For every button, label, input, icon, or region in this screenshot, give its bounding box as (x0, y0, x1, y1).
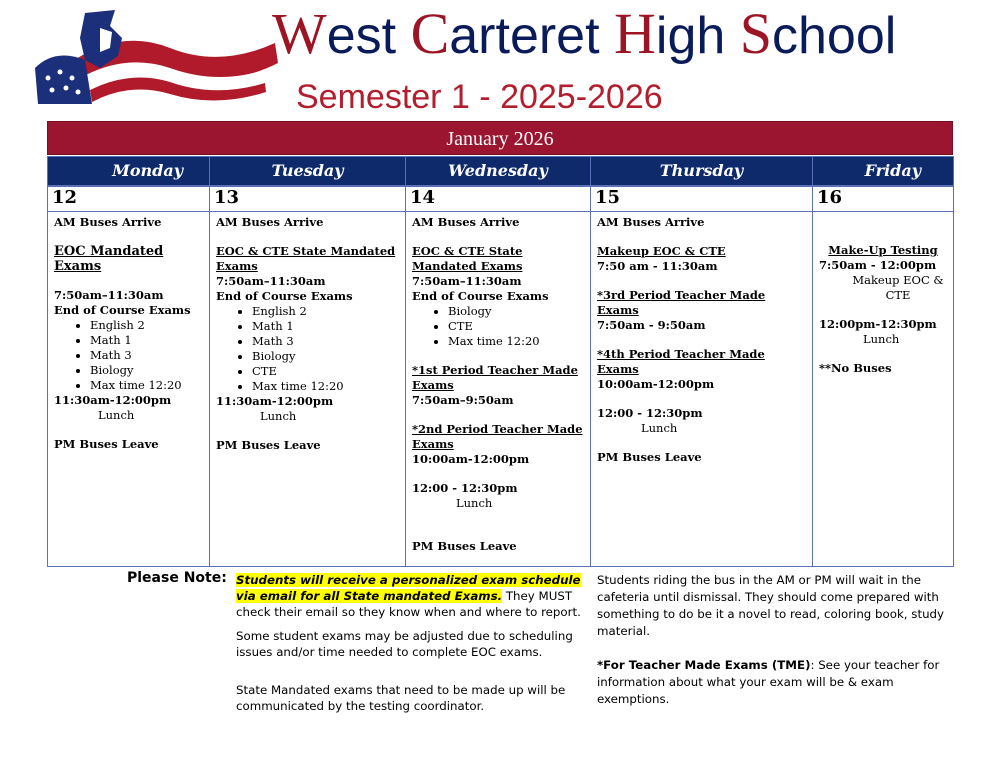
schedule-line: End of Course Exams (412, 289, 549, 303)
session-heading: EOC Mandated Exams (54, 244, 164, 274)
title-capital: H (614, 1, 656, 66)
exam-list-item: • Math 3 (252, 334, 399, 349)
schedule-line: 7:50am–9:50am (412, 393, 514, 407)
exam-list-item: • Biology (90, 363, 203, 378)
exam-list-item: • English 2 (252, 304, 399, 319)
day-number: 15 (591, 185, 812, 212)
title-capital: W (272, 1, 327, 66)
schedule-line: PM Buses Leave (216, 438, 321, 452)
exam-list-item: • CTE (448, 319, 584, 334)
note-tme-rest: : See your teacher for information about what your exam will be & exam exemptions. (597, 658, 940, 706)
spacer (597, 333, 806, 347)
spacer (54, 274, 203, 288)
please-note-label: Please Note: (127, 570, 227, 586)
title-rest: chool (772, 7, 897, 65)
note-email-rest: They MUST check their email so they know when and where to report. (236, 589, 581, 619)
spacer (412, 408, 584, 422)
schedule-line: 12:00 - 12:30pm (412, 481, 518, 495)
exam-list-item: • CTE (252, 364, 399, 379)
schedule-line: AM Buses Arrive (597, 215, 705, 229)
title-rest: est (326, 7, 411, 65)
schedule-line: 11:30am-12:00pm (216, 394, 334, 408)
schedule-line: AM Buses Arrive (216, 215, 324, 229)
exam-list-item: • Math 1 (252, 319, 399, 334)
schedule-line: 7:50am - 9:50am (597, 318, 706, 332)
exam-list-item: • Math 1 (90, 333, 203, 348)
month-title: January 2026 (47, 121, 953, 155)
session-heading: EOC & CTE State Mandated Exams (216, 244, 396, 273)
day-column-thursday (590, 156, 813, 567)
spacer (54, 423, 203, 437)
exam-list (216, 304, 399, 394)
note-highlight: Students will receive a personalized exam schedule via email for all State mandated Exams. (236, 573, 581, 603)
day-column-wednesday (405, 156, 591, 567)
schedule-line: Lunch (641, 421, 678, 435)
day-number: 12 (48, 185, 209, 212)
schedule-line: 10:00am-12:00pm (412, 452, 530, 466)
schedule-line: Lunch (456, 496, 493, 510)
schedule-line: End of Course Exams (216, 289, 353, 303)
schedule-line: Lunch (260, 409, 297, 423)
schedule-line: 7:50am–11:30am (216, 274, 326, 288)
day-header: Friday (813, 157, 953, 187)
day-column-tuesday (209, 156, 406, 567)
day-header: Monday (48, 157, 209, 187)
schedule-line: **No Buses (819, 361, 892, 375)
schedule-line: 10:00am-12:00pm (597, 377, 715, 391)
session-heading: *2nd Period Teacher Made Exams (412, 422, 583, 451)
note-makeup: State Mandated exams that need to be made up will be communicated by the testing coordinator. (236, 683, 566, 713)
exam-list-item: • English 2 (90, 318, 203, 333)
day-column-monday (47, 156, 210, 567)
schedule-line: Lunch (98, 408, 135, 422)
schedule-line: End of Course Exams (54, 303, 191, 317)
title-capital: C (410, 1, 450, 66)
schedule-line: AM Buses Arrive (54, 215, 162, 229)
day-number: 14 (406, 185, 590, 212)
session-heading: *1st Period Teacher Made Exams (412, 363, 578, 392)
note-email-schedule (236, 572, 581, 620)
school-title (272, 0, 896, 67)
note-adjusted: Some student exams may be adjusted due to scheduling issues and/or time needed to complete EOC exams. (236, 629, 573, 659)
spacer (597, 274, 806, 288)
spacer (597, 436, 806, 450)
schedule-line: 7:50am–11:30am (54, 288, 164, 302)
schedule-line: 7:50 am - 11:30am (597, 259, 718, 273)
school-logo (30, 8, 280, 108)
session-heading: *3rd Period Teacher Made Exams (597, 288, 766, 317)
note-bus-riders: Students riding the bus in the AM or PM will wait in the cafeteria until dismissal. They should come prepared with something to do be it a novel to read, coloring book, study material. (597, 573, 945, 638)
exam-list-item: • Biology (252, 349, 399, 364)
spacer (412, 349, 584, 363)
session-heading: EOC & CTE State Mandated Exams (412, 244, 523, 273)
spacer (819, 215, 947, 229)
schedule-line: 11:30am-12:00pm (54, 393, 172, 407)
schedule-line: 7:50am - 12:00pm (819, 258, 937, 272)
schedule-line: AM Buses Arrive (412, 215, 520, 229)
spacer (412, 230, 584, 244)
day-cell (406, 212, 590, 566)
spacer (54, 230, 203, 244)
schedule-line: 12:00 - 12:30pm (597, 406, 703, 420)
schedule-line: PM Buses Leave (54, 437, 159, 451)
title-capital: S (739, 1, 772, 66)
spacer (412, 511, 584, 525)
spacer (819, 347, 947, 361)
day-number: 16 (813, 185, 953, 212)
day-cell (813, 212, 953, 566)
spacer (819, 303, 947, 317)
day-cell (210, 212, 405, 566)
spacer (216, 424, 399, 438)
title-rest: igh (655, 7, 740, 65)
spacer (412, 467, 584, 481)
note-tme (597, 657, 957, 708)
session-heading: *4th Period Teacher Made Exams (597, 347, 765, 376)
exam-list (412, 304, 584, 349)
exam-list-item: • Math 3 (90, 348, 203, 363)
spacer (597, 230, 806, 244)
day-number: 13 (210, 185, 405, 212)
notes-left (236, 572, 581, 714)
note-tme-label: *For Teacher Made Exams (TME) (597, 658, 811, 672)
spacer (819, 229, 947, 243)
notes-right (597, 572, 957, 708)
session-heading: Makeup EOC & CTE (597, 244, 726, 258)
spacer (412, 525, 584, 539)
schedule-line: PM Buses Leave (597, 450, 702, 464)
session-heading: Make-Up Testing (828, 243, 938, 257)
exam-calendar (47, 121, 953, 567)
exam-list (54, 318, 203, 393)
spacer (216, 230, 399, 244)
schedule-line: Lunch (863, 332, 900, 346)
exam-list-item: • Max time 12:20 (252, 379, 399, 394)
schedule-line: Makeup EOC & CTE (852, 273, 944, 302)
schedule-line: PM Buses Leave (412, 539, 517, 553)
day-cell (591, 212, 812, 566)
spacer (597, 392, 806, 406)
day-header: Tuesday (210, 157, 405, 187)
schedule-line: 7:50am–11:30am (412, 274, 522, 288)
semester-title: Semester 1 - 2025-2026 (296, 78, 663, 116)
day-header: Wednesday (406, 157, 590, 187)
day-column-friday (812, 156, 954, 567)
exam-list-item: • Max time 12:20 (448, 334, 584, 349)
day-cell (48, 212, 209, 566)
exam-list-item: • Max time 12:20 (90, 378, 203, 393)
day-header: Thursday (591, 157, 812, 187)
exam-list-item: • Biology (448, 304, 584, 319)
schedule-line: 12:00pm-12:30pm (819, 317, 937, 331)
title-rest: arteret (449, 7, 614, 65)
